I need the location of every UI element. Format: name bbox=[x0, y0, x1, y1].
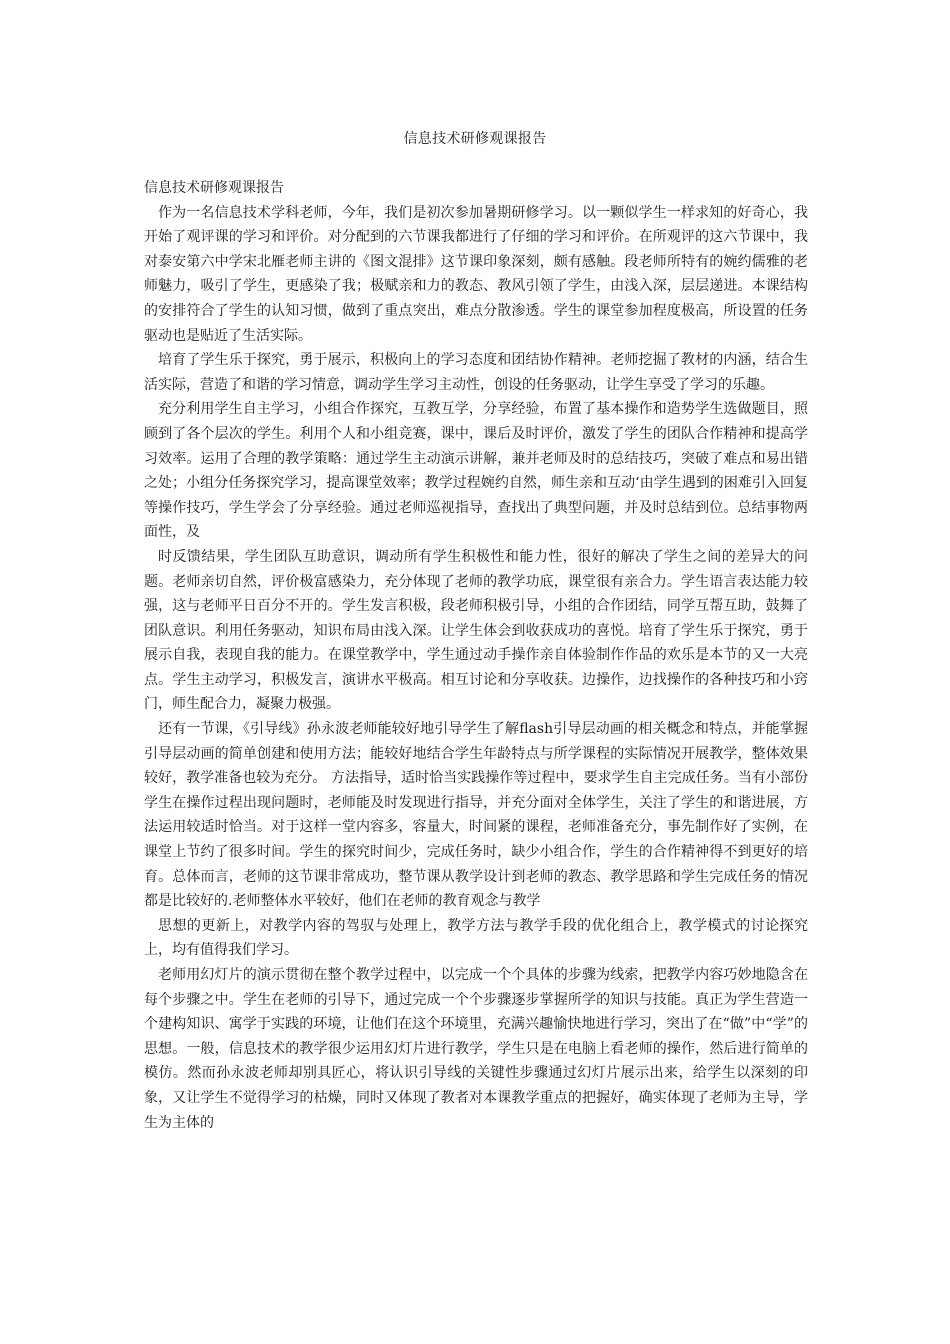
body-paragraph: 时反馈结果，学生团队互助意识，调动所有学生积极性和能力性，很好的解决了学生之间的差异大的问题。老师亲切自然，评价极富感染力，充分体现了老师的教学功底，课堂很有亲合力。学生语言表达能力较强，这与老师平日百分不开的。学生发言积极，段老师积极引导，小组的合作团结，同学互帮互助，鼓舞了团队意识。利用任务驱动，知识布局由浅入深。让学生体会到收获成功的喜悦。培育了学生乐于探究，勇于展示自我，表现自我的能力。在课堂教学中，学生通过动手操作亲自体验制作作品的欢乐是本节的又一大亮点。学生主动学习，积极发言，演讲水平极高。相互讨论和分享收获。边操作，边找操作的各种技巧和小窍门，师生配合力，凝聚力极强。 bbox=[144, 548, 808, 713]
body-paragraph: 充分利用学生自主学习，小组合作探究，互教互学，分享经验，布置了基本操作和造势学生选做题目，照顾到了各个层次的学生。利用个人和小组竞赛，课中，课后及时评价，激发了学生的团队合作精神和提高学习效率。运用了合理的教学策略：通过学生主动演示讲解，兼并老师及时的总结技巧，突破了难点和易出错之处；小组分任务探究学习，提高课堂效率；教学过程婉约自然，师生亲和互动‘由学生遇到的困难引入回复等操作技巧，学生学会了分享经验。通过老师巡视指导，查找出了典型问题，并及时总结到位。总结事物两面性，及 bbox=[144, 401, 808, 541]
subtitle-paragraph: 信息技术研修观课报告 bbox=[144, 180, 284, 196]
body-paragraph: 思想的更新上，对教学内容的驾驭与处理上，教学方法与教学手段的优化组合上，教学模式的讨论探究上，均有值得我们学习。 bbox=[144, 917, 808, 959]
body-paragraph: 老师用幻灯片的演示贯彻在整个教学过程中，以完成一个个具体的步骤为线索，把教学内容巧妙地隐含在每个步骤之中。学生在老师的引导下，通过完成一个个步骤逐步掌握所学的知识与技能。真正为学生营造一个建构知识、寓学于实践的环境，让他们在这个环境里，充满兴趣愉快地进行学习，突出了在“做”中“学”的思想。一般，信息技术的教学很少运用幻灯片进行教学，学生只是在电脑上看老师的操作，然后进行简单的模仿。然而孙永波老师却别具匠心，将认识引导线的关键性步骤通过幻灯片展示出来，给学生以深刻的印象，又让学生不觉得学习的枯燥，同时又体现了教者对本课教学重点的把握好，确实体现了老师为主导，学生为主体的 bbox=[144, 967, 808, 1131]
document-body bbox=[144, 176, 808, 1135]
body-paragraph: 还有一节课，《引导线》孙永波老师能较好地引导学生了解flash引导层动画的相关概念和特点，并能掌握引导层动画的简单创建和使用方法；能较好地结合学生年龄特点与所学课程的实际情况开展教学，整体效果较好，教学准备也较为充分。 方法指导，适时恰当实践操作等过程中，要求学生自主完成任务。当有小部份学生在操作过程出现问题时，老师能及时发现进行指导，并充分面对全体学生，关注了学生的和谐进展，方法运用较适时恰当。对于这样一堂内容多，容量大，时间紧的课程，老师准备充分，事先制作好了实例，在课堂上节约了很多时间。学生的探究时间少，完成任务时，缺少小组合作，学生的合作精神得不到更好的培育。总体而言，老师的这节课非常成功，整节课从教学设计到老师的教态、教学思路和学生完成任务的情况都是比较好的.老师整体水平较好，他们在老师的教育观念与教学 bbox=[144, 721, 808, 910]
body-paragraph: 培育了学生乐于探究，勇于展示，积极向上的学习态度和团结协作精神。老师挖掘了教材的内涵，结合生活实际，营造了和谐的学习情意，调动学生学习主动性，创设的任务驱动，让学生享受了学习的乐趣。 bbox=[144, 352, 808, 393]
document-title: 信息技术研修观课报告 bbox=[403, 131, 547, 147]
body-paragraph: 作为一名信息技术学科老师，今年，我们是初次参加暑期研修学习。以一颗似学生一样求知的好奇心，我开始了观评课的学习和评价。对分配到的六节课我都进行了仔细的学习和评价。在所观评的这六节课中，我对泰安第六中学宋北雁老师主讲的《图文混排》这节课印象深刻，颇有感触。段老师所特有的婉约儒雅的老师魅力，吸引了学生，更感染了我；极赋亲和力的教态、教风引领了学生，由浅入深，层层递进。本课结构的安排符合了学生的认知习惯，做到了重点突出，难点分散渗透。学生的课堂参加程度极高，所设置的任务驱动也是贴近了生活实际。 bbox=[144, 204, 808, 344]
